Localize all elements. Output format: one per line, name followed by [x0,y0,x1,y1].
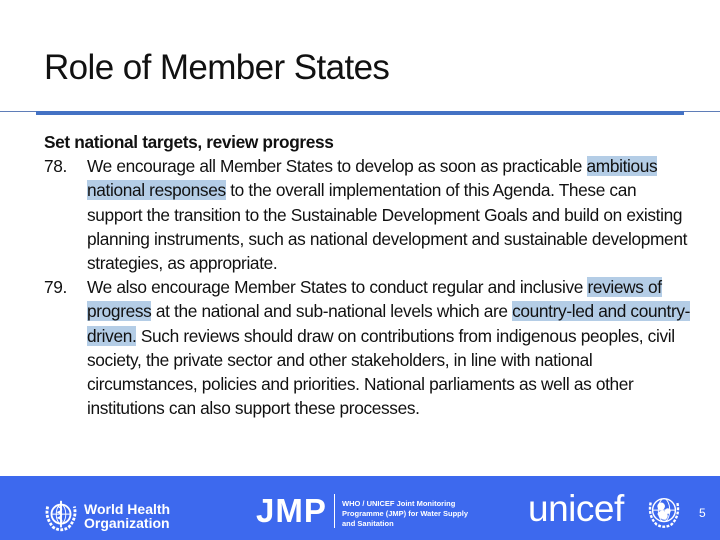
who-wordmark [84,502,170,530]
jmp-desc-line1: WHO / UNICEF Joint Monitoring [342,499,456,508]
unicef-logo: unicef [528,488,624,529]
who-emblem-icon [42,497,80,535]
slide-title: Role of Member States [44,48,390,87]
jmp-desc-line2: Programme (JMP) for Water Supply [342,509,468,518]
text-segment: at the national and sub-national levels which are [151,301,513,322]
text-segment: Such reviews should draw on contributions from indigenous peoples, civil society, the private sector and other stakeholders, in line with national circumstances, policies and priorities. National parliaments as well as other institutions can also support these processes. [87,325,675,419]
text-segment: We encourage all Member States to develop as soon as practicable [87,156,587,177]
page-number: 5 [699,506,706,520]
unicef-emblem-icon [645,493,683,531]
slide-body [44,130,694,420]
highlighted-text: country-led and country-driven. [87,301,691,346]
highlighted-text: reviews of progress [87,277,662,322]
item-number: 79. [44,277,67,298]
highlighted-text: ambitious national responses [87,156,658,201]
text-segment: We also encourage Member States to conduct regular and inclusive [87,277,588,298]
list-item-78 [44,154,694,275]
jmp-divider [334,494,335,528]
jmp-desc-line3: and Sanitation [342,519,394,528]
section-heading: Set national targets, review progress [44,132,334,152]
who-line1: World Health [84,501,171,517]
jmp-logo: JMP [256,492,327,529]
who-logo [42,497,170,535]
item-text [87,275,694,420]
list-item-79 [44,275,694,420]
text-segment: to the overall implementation of this Agenda. These can support the transition to the Sustainable Development Goals and build on existing planning instruments, such as national development and sustainable development strategies, as appropriate. [87,180,688,274]
who-line2: Organization [84,515,170,531]
title-divider-accent [36,111,684,115]
item-number: 78. [44,156,67,177]
item-text [87,154,694,275]
jmp-description [342,499,482,529]
